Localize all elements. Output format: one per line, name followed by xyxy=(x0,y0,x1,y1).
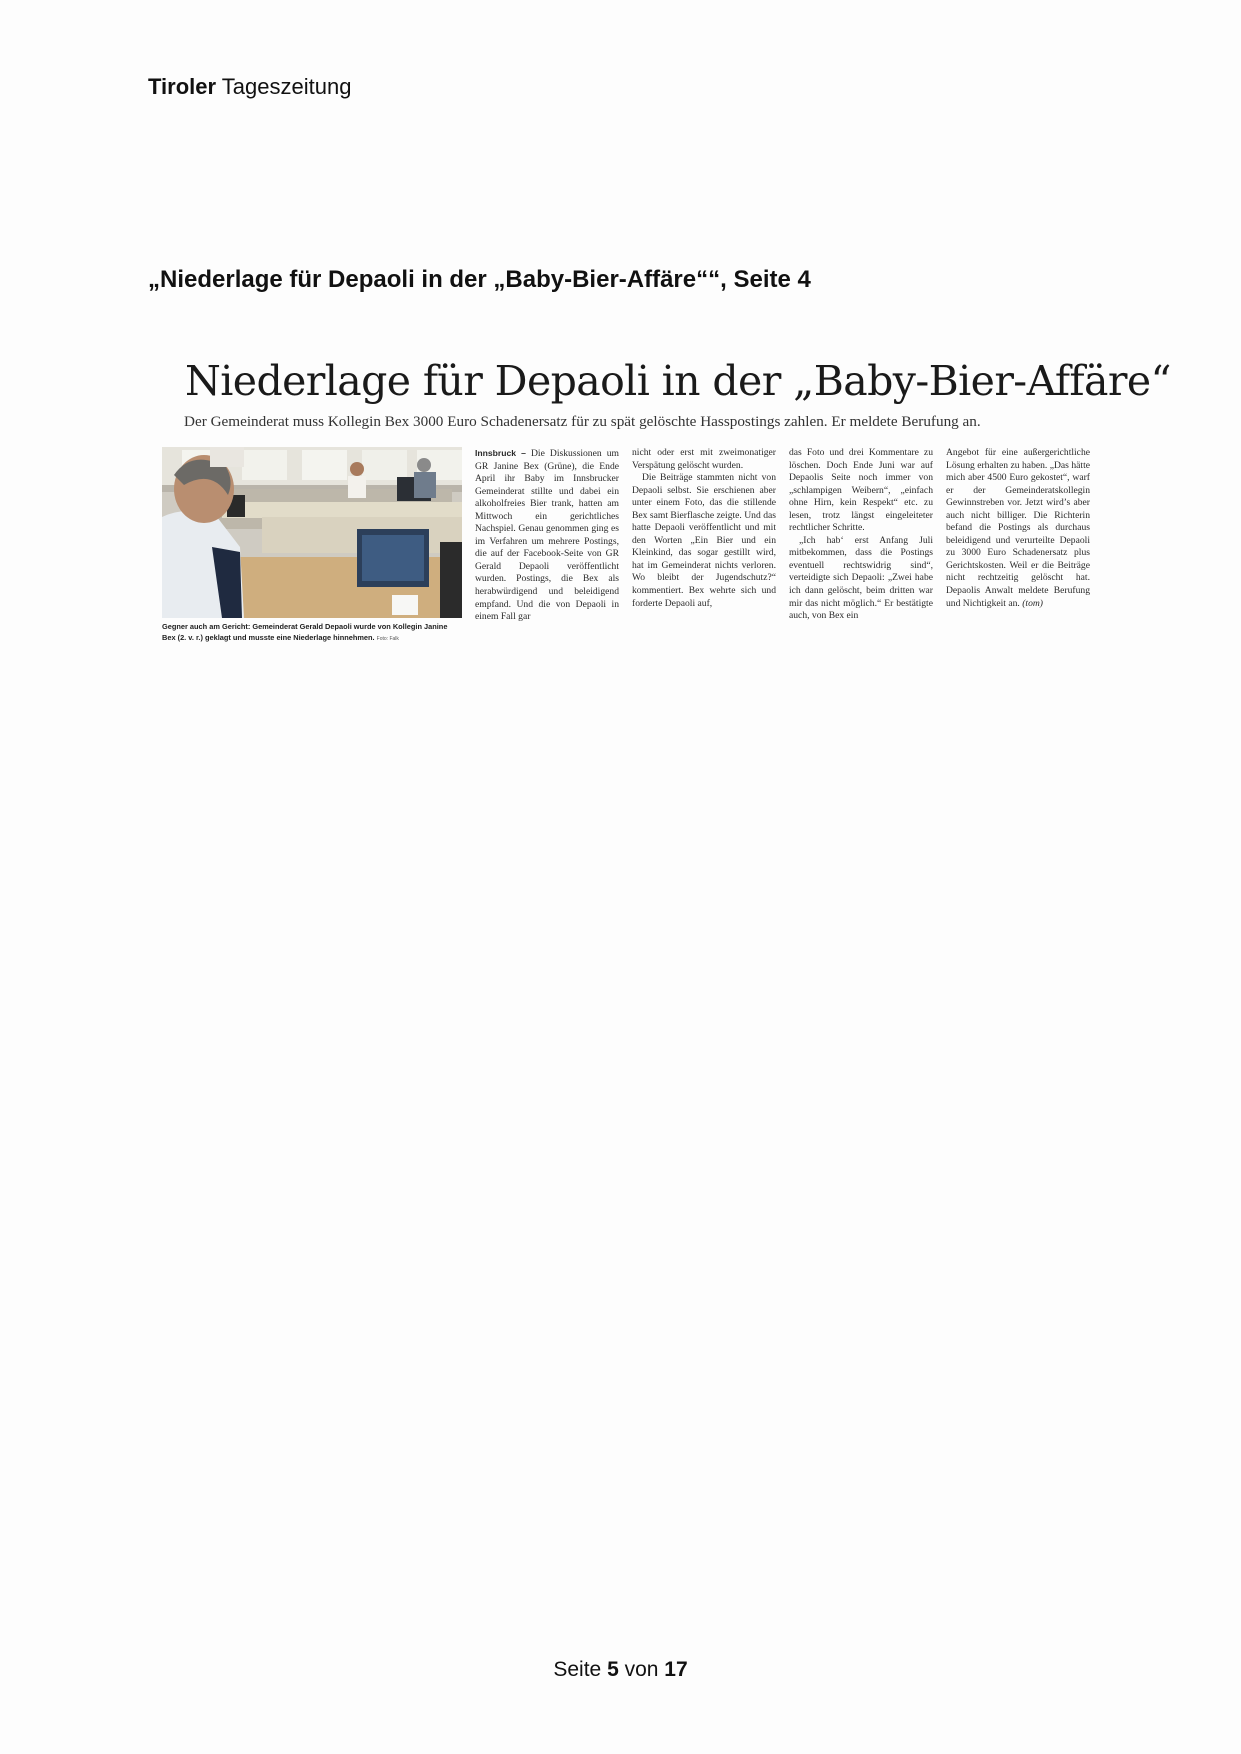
author-signature: (tom) xyxy=(1022,597,1043,609)
article-column-4 xyxy=(946,447,1090,610)
article-column-2 xyxy=(632,447,776,610)
courtroom-photo xyxy=(162,447,462,618)
newspaper-clipping xyxy=(160,355,1171,655)
article-column-3 xyxy=(789,447,933,623)
column-1-text: Die Diskussionen um GR Janine Bex (Grüne), die Ende April ihr Baby im Innsbrucker Gemeinderat stillte und dabei ein alkoholfreies Bier trank, hatten am Mittwoch ein gerichtliches Nachspiel. Genau genommen ging es im Verfahren um mehrere Postings, die auf der Facebook-Seite von GR Gerald Depaoli veröffentlicht wurden. Postings, die Bex als herabwürdigend und beleidigend empfand. Und die von Depaoli in einem Fall gar xyxy=(475,448,619,623)
article-headline: Niederlage für Depaoli in der „Baby-Bier-Affäre“ xyxy=(185,357,1171,405)
total-page-count: 17 xyxy=(664,1658,688,1681)
masthead-bold: Tiroler xyxy=(148,74,217,99)
article-column-1 xyxy=(475,447,619,624)
footer-prefix: Seite xyxy=(553,1658,608,1681)
column-2-paragraph-1: nicht oder erst mit zweimonatiger Verspätung gelöscht wurden. xyxy=(632,447,776,471)
article-photo xyxy=(162,447,462,618)
article-subline: Der Gemeinderat muss Kollegin Bex 3000 Euro Schadenersatz für zu spät gelöschte Hasspostings zahlen. Er meldete Berufung an. xyxy=(184,413,981,430)
article-location: Innsbruck – xyxy=(475,448,526,458)
footer-middle: von xyxy=(618,1658,665,1681)
publication-masthead xyxy=(148,74,351,100)
page-footer xyxy=(0,1658,1241,1682)
masthead-rest: Tageszeitung xyxy=(216,74,352,99)
column-4-text: Angebot für eine außergerichtliche Lösung erhalten zu haben. „Das hätte mich aber 4500 Euro gekostet“, warf er der Gemeinderatskollegin Gewinnstreben vor. Jetzt wird’s aber auch nicht billiger. Die Richterin befand die Postings als durchaus beleidigend und verurteilte Depaoli zu 3000 Euro Schadenersatz plus Gerichtskosten. Weil er die Beiträge nicht rechtzeitig gelöscht hat. Depaolis Anwalt meldete Berufung und Nichtigkeit an. xyxy=(946,447,1090,609)
document-heading: „Niederlage für Depaoli in der „Baby-Bier-Affäre““, Seite 4 xyxy=(148,266,811,293)
column-3-paragraph-1: das Foto und drei Kommentare zu löschen. Doch Ende Juni war auf Depaolis Seite noch immer von „schlampigen Weibern“, „einfach ohne Hirn, kein Respekt“ etc. zu lesen, trotz längst eingeleiteter rechtlicher Schritte. xyxy=(789,447,933,534)
photo-credit: Foto: Falk xyxy=(376,636,399,642)
column-2-paragraph-2: Die Beiträge stammten nicht von Depaoli selbst. Sie erschienen aber unter einem Foto, das die stillende Bex samt Bierflasche zeigte. Und das hatte Depaoli veröffentlicht und mit den Worten „Ein Bier und ein Kleinkind, das sogar gestillt wird, hat im Gemeinderat nichts verloren. Wo bleibt der Jugendschutz?“ kommentiert. Bex wehrte sich und forderte Depaoli auf, xyxy=(632,472,776,609)
column-3-paragraph-2: „Ich hab‘ erst Anfang Juli mitbekommen, dass die Postings eventuell rechtswidrig sind“, verteidigte sich Depaoli: „Zwei habe ich dann gelöscht, beim dritten war mir das nicht möglich.“ Er bestätigte auch, von Bex ein xyxy=(789,534,933,622)
caption-text: Gegner auch am Gericht: Gemeinderat Gerald Depaoli wurde von Kollegin Janine Bex (2. v. r.) geklagt und musste eine Niederlage hinnehmen. xyxy=(162,622,448,642)
current-page-number: 5 xyxy=(607,1658,619,1681)
photo-caption xyxy=(162,621,462,645)
